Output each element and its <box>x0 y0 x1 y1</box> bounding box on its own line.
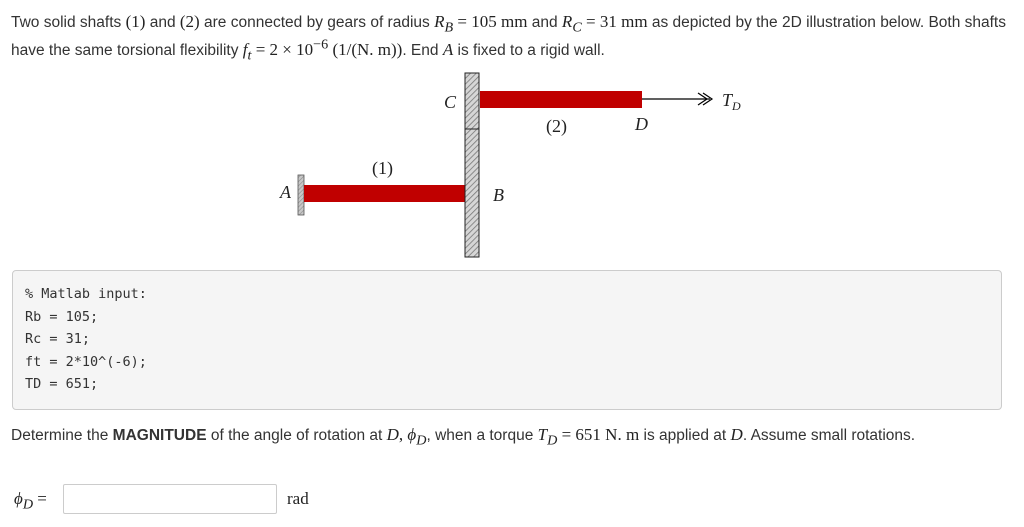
ft-formula: $f_t = 2 \times 10^{-6}$ (1/(N. m)) <box>242 36 403 64</box>
rc-formula: $R_C = 31$ mm <box>561 12 648 36</box>
gear-B <box>465 128 479 257</box>
label-D: D <box>635 114 648 134</box>
code-line: TD = 651; <box>25 376 99 392</box>
label-shaft1: (1) <box>372 158 393 178</box>
code-line: Rb = 105; <box>25 308 99 325</box>
shaft2-ref: (2) <box>179 12 200 31</box>
label-shaft2: (2) <box>546 116 567 136</box>
question-text: Determine the MAGNITUDE of the angle of rotation at D, $\phi_D$, when a torque $T_D = 651$ N. m is applied at D. Assume small rotations. <box>11 425 916 449</box>
code-line: % Matlab input: <box>25 286 147 302</box>
td-formula: $T_D = 651$ N. m <box>537 425 640 449</box>
label-A: A <box>280 182 291 202</box>
answer-input[interactable] <box>63 484 277 514</box>
shaft-gear-figure <box>0 68 1024 263</box>
label-B: B <box>493 185 504 205</box>
code-line: ft = 2*10^(-6); <box>25 353 147 370</box>
phi-d-formula: $\phi_D$ <box>407 425 427 449</box>
answer-label: $\phi_D$ = <box>14 489 47 513</box>
label-C: C <box>444 92 457 112</box>
code-line: Rc = 31; <box>25 331 91 347</box>
shaft-1 <box>304 185 466 202</box>
wall-A <box>298 175 304 215</box>
a-ref: A <box>442 40 454 59</box>
matlab-input-block <box>12 270 1002 410</box>
answer-row <box>14 484 414 516</box>
shaft1-ref: (1) <box>125 12 146 31</box>
gear-C <box>465 73 479 129</box>
label-TD: $T_D$ <box>722 90 741 113</box>
answer-unit: rad <box>287 489 309 508</box>
rb-formula: $R_B = 105$ mm <box>434 12 528 36</box>
shaft-2 <box>480 91 642 108</box>
problem-statement: Two solid shafts (1) and (2) are connected by gears of radius $R_B = 105$ mm and $R_C = 31$ mm as depicted by the 2D illustration below. Both shafts have the same torsional flexibility $f_t = 2 \times 10^{-6}$ (1/(N. m)). End A is fixed to a rigid wall. <box>11 12 1006 64</box>
